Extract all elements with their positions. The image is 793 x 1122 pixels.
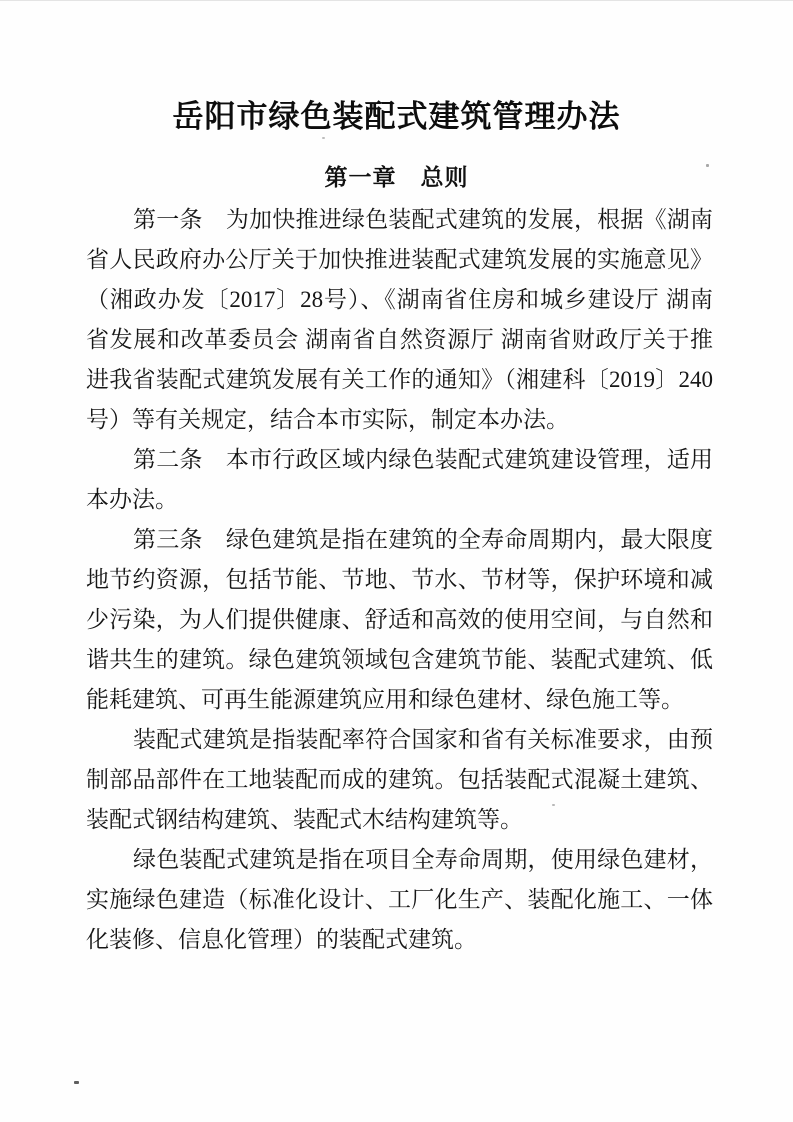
body-line: 省发展和改革委员会 湖南省自然资源厅 湖南省财政厅关于推 <box>86 327 713 352</box>
chapter-heading: 第一章 总则 <box>324 165 469 190</box>
body-line: 实施绿色建造（标准化设计、工厂化生产、装配化施工、一体 <box>86 887 713 912</box>
body-line: 号）等有关规定，结合本市实际，制定本办法。 <box>86 407 569 432</box>
body-line: 省人民政府办公厅关于加快推进装配式建筑发展的实施意见》 <box>86 247 713 272</box>
scan-speck <box>552 804 555 806</box>
body-line: 第二条 本市行政区域内绿色装配式建筑建设管理，适用 <box>133 447 713 472</box>
body-line: 地节约资源，包括节能、节地、节水、节材等，保护环境和减 <box>86 567 713 592</box>
body-line: 绿色装配式建筑是指在项目全寿命周期，使用绿色建材， <box>133 847 713 872</box>
scan-edge-line <box>0 0 793 1</box>
body-line: 化装修、信息化管理）的装配式建筑。 <box>86 927 477 952</box>
scan-speck <box>706 164 709 167</box>
body-line: 制部品部件在工地装配而成的建筑。包括装配式混凝土建筑、 <box>86 767 713 792</box>
body-line: 谐共生的建筑。绿色建筑领域包含建筑节能、装配式建筑、低 <box>86 647 713 672</box>
body-line: 装配式建筑是指装配率符合国家和省有关标准要求，由预 <box>133 727 713 752</box>
document-title: 岳阳市绿色装配式建筑管理办法 <box>172 99 621 134</box>
body-line: （湘政办发〔2017〕28号）、《湖南省住房和城乡建设厅 湖南 <box>86 287 713 312</box>
body-line: 第一条 为加快推进绿色装配式建筑的发展，根据《湖南 <box>133 207 713 232</box>
scan-speck <box>74 1081 79 1084</box>
body-line: 装配式钢结构建筑、装配式木结构建筑等。 <box>86 807 523 832</box>
body-line: 进我省装配式建筑发展有关工作的通知》（湘建科〔2019〕240 <box>86 367 713 392</box>
body-line: 少污染，为人们提供健康、舒适和高效的使用空间，与自然和 <box>86 607 713 632</box>
body-line: 本办法。 <box>86 487 178 512</box>
body-line: 第三条 绿色建筑是指在建筑的全寿命周期内，最大限度 <box>133 527 713 552</box>
scan-speck <box>322 137 325 139</box>
body-line: 能耗建筑、可再生能源建筑应用和绿色建材、绿色施工等。 <box>86 687 684 712</box>
document-body <box>86 200 713 960</box>
